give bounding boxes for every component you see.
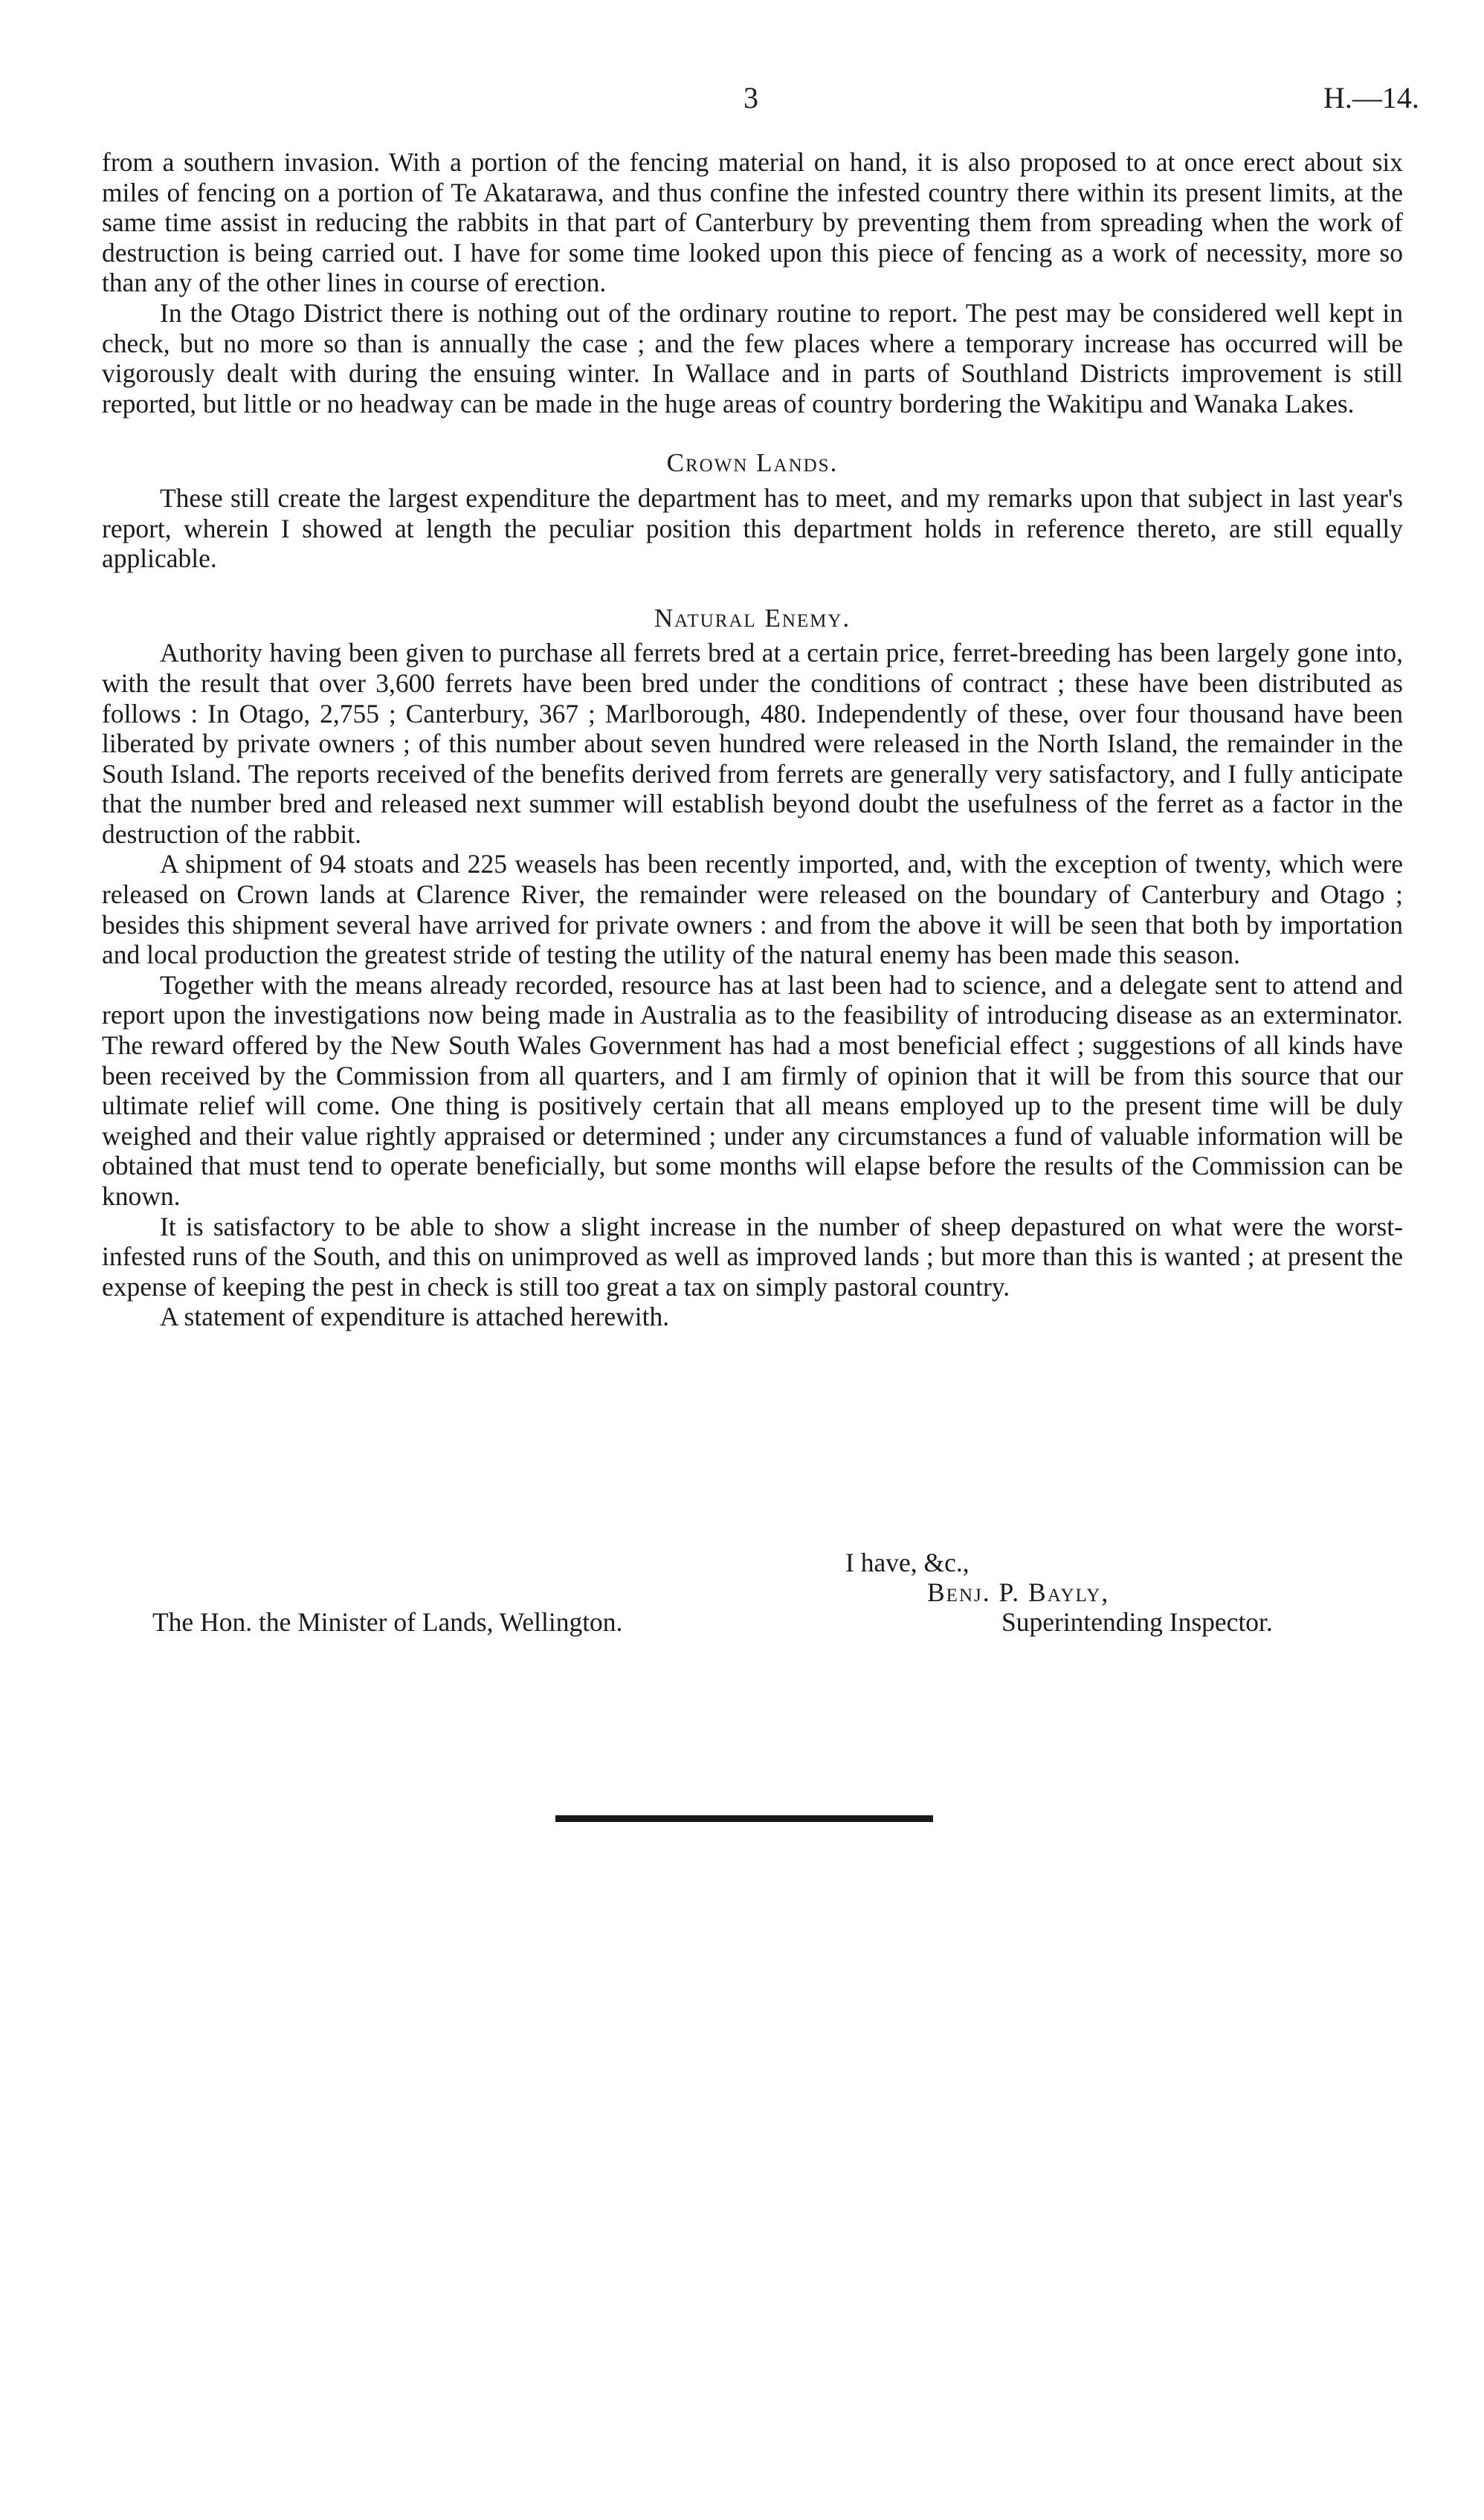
section-heading-natural-enemy: Natural Enemy.	[654, 603, 851, 633]
report-body	[102, 147, 1403, 1332]
paragraph: These still create the largest expenditure the department has to meet, and my remarks upon that subject in last year's report, wherein I showed at length the peculiar position this department holds in reference thereto, are still equally applicable.	[102, 482, 1403, 574]
paragraph: Authority having been given to purchase all ferrets bred at a certain price, ferret-breeding has been largely gone into, with the result that over 3,600 ferrets have been bred under the conditions of contract ; these have been distributed as follows : In Otago, 2,755 ; Canterbury, 367 ; Marlborough, 480. Independently of these, over four thousand have been liberated by private owners ; of this number about seven hundred were released in the North Island, the remainder in the South Island. The reports received of the benefits derived from ferrets are generally very satisfactory, and I fully anticipate that the number bred and released next summer will establish beyond doubt the usefulness of the ferret as a factor in the destruction of the rabbit.	[102, 638, 1403, 849]
paragraph: A shipment of 94 stoats and 225 weasels has been recently imported, and, with the exception of twenty, which were released on Crown lands at Clarence River, the remainder were released on the boundary of Canterbury and Otago ; besides this shipment several have arrived for private owners : and from the above it will be seen that both by importation and local production the greatest stride of testing the utility of the natural enemy has been made this season.	[102, 849, 1403, 970]
signoff-block	[102, 1548, 1403, 1644]
paragraph: A statement of expenditure is attached herewith.	[160, 1302, 670, 1332]
paragraph: It is satisfactory to be able to show a slight increase in the number of sheep depastured on what were the worst-infested runs of the South, and this on unimproved as well as improved lands ; but more than this is wanted ; at present the expense of keeping the pest in check is still too great a tax on simply pastoral country.	[102, 1211, 1403, 1302]
page-number: 3	[743, 81, 758, 114]
closing-rule	[555, 1815, 933, 1822]
signatory-title: Superintending Inspector.	[1001, 1607, 1273, 1637]
paragraph: Together with the means already recorded, resource has at last been had to science, and a delegate sent to attend and report upon the investigations now being made in Australia as to the feasibility of introducing disease as an exterminator. The reward offered by the New South Wales Government has had a most beneficial effect ; suggestions of all kinds have been received by the Commission from all quarters, and I am firmly of opinion that it will be from this source that our ultimate relief will come. One thing is positively certain that all means employed up to the present time will be duly weighed and their value rightly appraised or determined ; under any circumstances a fund of valuable information will be obtained that must tend to operate beneficially, but some months will elapse before the results of the Commission can be known.	[102, 969, 1403, 1211]
section-heading-crown-lands: Crown Lands.	[666, 448, 839, 478]
closing-line: I have, &c.,	[845, 1548, 970, 1577]
signatory-name: Benj. P. Bayly,	[927, 1577, 1110, 1607]
paragraph: In the Otago District there is nothing out of the ordinary routine to report. The pest may be considered well kept in check, but no more so than is annually the case ; and the few places where a temporary increase has occurred will be vigorously dealt with during the ensuing winter. In Wallace and in parts of Southland Districts improvement is still reported, but little or no headway can be made in the huge areas of country bordering the Wakitipu and Wanaka Lakes.	[102, 297, 1403, 419]
document-reference: H.—14.	[1323, 81, 1419, 114]
paragraph: from a southern invasion. With a portion of the fencing material on hand, it is also proposed to at once erect about six miles of fencing on a portion of Te Akatarawa, and thus confine the infested country there within its present limits, at the same time assist in reducing the rabbits in that part of Canterbury by preventing them from spreading when the work of destruction is being carried out. I have for some time looked upon this piece of fencing as a work of necessity, more so than any of the other lines in course of erection.	[102, 147, 1403, 298]
addressee: The Hon. the Minister of Lands, Wellington.	[152, 1607, 623, 1637]
